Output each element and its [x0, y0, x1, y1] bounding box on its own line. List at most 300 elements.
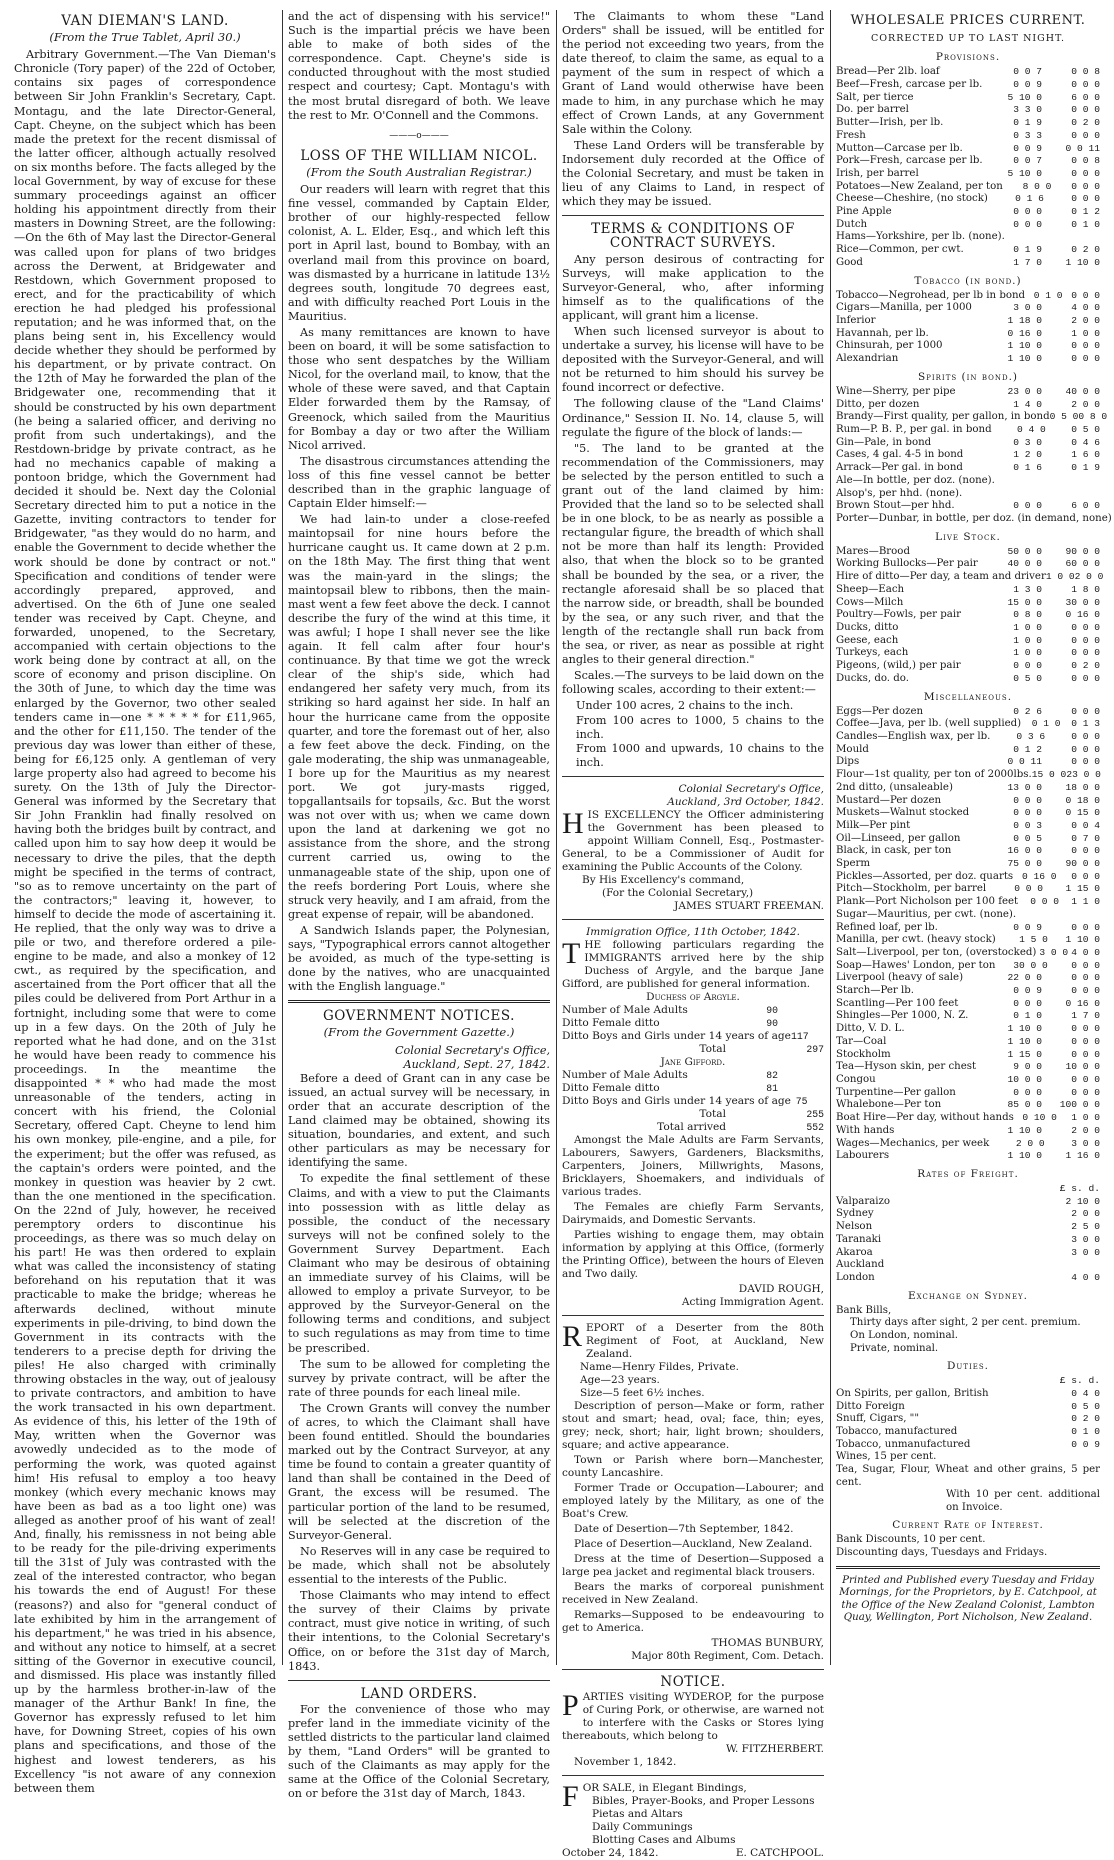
price-high: 0 1 3 [1071, 718, 1100, 730]
drop-cap: R [562, 1319, 583, 1353]
price-row [836, 437, 1100, 450]
notice-signature: JAMES STUART FREEMAN. [674, 899, 824, 912]
price-section-heading: Live Stock. [935, 530, 1001, 543]
price-row [836, 584, 1100, 597]
price-high [1052, 231, 1100, 244]
price-row [836, 92, 1100, 105]
price-high: 0 5 0 [1071, 424, 1100, 436]
price-item-name: Wages—Mechanics, per week [836, 1137, 990, 1149]
freight-rate: 2 5 0 [1071, 1221, 1100, 1233]
price-item-name: Sheep—Each [836, 583, 905, 595]
price-low: 0 1 0 [1031, 718, 1061, 730]
price-item-name: Inferior [836, 315, 876, 327]
price-high: 1 0 0 [1071, 1112, 1100, 1124]
section-rule [562, 1669, 824, 1670]
price-low: 0 1 6 [1015, 193, 1044, 205]
price-low: 8 0 0 [1022, 180, 1052, 192]
deserter-line: Dress at the time of Desertion—Supposed a large pea jacket and regimental black trousers. [562, 1552, 824, 1578]
price-section-heading: Miscellaneous. [923, 690, 1013, 703]
price-high: 0 8 0 [1078, 411, 1108, 423]
price-item-name: Butter—Irish, per lb. [836, 117, 944, 129]
notice-paragraph: No Reserves will in any case be required to be made, which shall not be absolutely essential to the interests of the Public. [288, 1544, 550, 1587]
duties-rows [836, 1388, 1100, 1452]
price-low: 1 0 0 [1013, 634, 1042, 646]
duties-unit-row [836, 1375, 1100, 1388]
price-high: 23 0 0 [1066, 769, 1101, 781]
freight-unit: £ s. d. [1059, 1183, 1100, 1194]
count-value: 81 [766, 1082, 778, 1094]
price-high: 0 16 0 [1065, 609, 1100, 621]
price-low: 0 0 0 [1030, 896, 1060, 908]
count-total-row [562, 1043, 824, 1056]
notice-paragraph: Parties wishing to engage them, may obtain information by applying at this Office, (formerly the Printing Office), between the hours of Eleven and Two daily. [562, 1228, 824, 1280]
freight-port: Taranaki [836, 1233, 882, 1245]
deserter-line: Date of Desertion—7th September, 1842. [574, 1522, 794, 1535]
price-row [836, 934, 1100, 947]
count-value: 90 [766, 1017, 778, 1029]
price-high: 0 0 0 [1071, 921, 1100, 933]
price-high: 0 2 0 [1071, 660, 1100, 672]
notice-paragraph: For the convenience of those who may prefer land in the immediate vicinity of the settled districts to the particular land claimed by them, "Land Orders" will be granted to such of the Claimants as may apply for the same at the Office of the Colonial Secretary, on or before the 31st day of March, 1843. [288, 1702, 550, 1801]
notice-signature: DAVID ROUGH, [738, 1282, 824, 1295]
price-low: 0 0 5 [1013, 832, 1042, 844]
notice-paragraph: Any person desirous of contracting for Surveys, will make application to the Surveyor-General, who, after informing himself as to the qualifications of the applicant, will grant him a license. [562, 252, 824, 322]
price-high: 2 0 0 [1071, 1124, 1100, 1136]
duty-rate: 0 1 0 [1071, 1426, 1100, 1437]
price-high: 0 0 0 [1071, 129, 1100, 141]
price-low: 10 0 0 [1007, 1073, 1042, 1085]
price-low: 0 1 2 [1013, 743, 1042, 755]
price-row [836, 769, 1100, 782]
count-label: Number of Male Adults [562, 1003, 688, 1016]
price-row [836, 290, 1100, 303]
price-item-name: Ditto, per dozen [836, 398, 920, 410]
count-total: 297 [806, 1043, 824, 1055]
price-low: 0 1 0 [1013, 1010, 1042, 1022]
price-low: 3 0 0 [1039, 946, 1069, 958]
count-row [562, 1017, 824, 1030]
price-high: 0 0 0 [1071, 1048, 1100, 1060]
price-item-name: Mustard—Per dozen [836, 794, 942, 806]
price-row [836, 597, 1100, 610]
deserter-line: Remarks—Supposed to be endeavouring to get to America. [562, 1608, 824, 1634]
price-item-name: Ale—In bottle, per doz. (none). [836, 474, 995, 486]
deserter-line: Name—Henry Fildes, Private. [580, 1360, 739, 1373]
notice-paragraph: The Crown Grants will convey the number of acres, to which the Claimant shall have been found entitled. Should the boundaries marked out by the Contract Surveyor, at any time be found to contain a greater quantity of land than shall be contained in the Deed of Grant, the excess will be resumed. The particular portion of the land to be resumed, will be selected at the discretion of the Surveyor-General. [288, 1401, 550, 1542]
price-row [836, 1049, 1100, 1062]
price-high: 0 2 0 [1071, 117, 1100, 129]
price-low: 50 0 0 [1007, 545, 1042, 557]
price-item-name: Working Bullocks—Per pair [836, 558, 978, 570]
article-paragraph: A Sandwich Islands paper, the Polynesian, says, "Typographical errors cannot altogether be avoided, as much of the type-setting is done by the natives, who are unacquainted with the English language." [288, 923, 550, 994]
price-row [836, 462, 1100, 475]
price-item-name: Boat Hire—Per day, without hands [836, 1112, 1014, 1124]
price-high: 4 0 0 [1071, 302, 1100, 314]
price-low: 5 10 0 [1007, 167, 1042, 179]
exchange-heading: Exchange on Sydney. [907, 1289, 1029, 1302]
freight-rate: 2 0 0 [1071, 1208, 1100, 1220]
section-source: (From the Government Gazette.) [323, 1025, 515, 1040]
deserter-line: Bears the marks of corporeal punishment received in New Zealand. [562, 1580, 824, 1606]
duty-item: On Spirits, per gallon, British [836, 1387, 989, 1399]
duty-rate: 0 4 0 [1071, 1387, 1100, 1399]
freight-port: Akaroa [836, 1246, 873, 1258]
price-row [836, 922, 1100, 935]
price-row [836, 660, 1100, 673]
notice-paragraph: The following clause of the "Land Claims' Ordinance," Session II. No. 14, clause 5, will regulate the figure of the block of lands:— [562, 397, 824, 439]
freight-heading: Rates of Freight. [917, 1167, 1019, 1180]
price-item-name: Oil—Linseed, per gallon [836, 832, 961, 844]
price-item-name: Liverpool (heavy of sale) [836, 972, 964, 984]
price-low: 0 16 0 [1007, 327, 1042, 339]
price-high: 10 0 0 [1065, 1061, 1100, 1073]
count-value: 75 [795, 1095, 808, 1107]
price-row [836, 79, 1100, 92]
price-high: 0 0 0 [1071, 167, 1100, 179]
price-high: 0 0 0 [1071, 1073, 1100, 1085]
sale-footer [562, 1847, 824, 1860]
price-row [836, 130, 1100, 143]
price-high: 1 16 0 [1065, 1150, 1100, 1162]
price-item-name: Mutton—Carcase per lb. [836, 142, 963, 154]
price-row [836, 998, 1100, 1011]
notice-date: November 1, 1842. [574, 1755, 677, 1768]
freight-row [836, 1234, 1100, 1247]
price-row [836, 635, 1100, 648]
duties-extra: Wines, 15 per cent. [836, 1451, 937, 1463]
price-low: 0 1 9 [1013, 244, 1042, 256]
section-title: TERMS & CONDITIONS OF CONTRACT SURVEYS. [591, 221, 795, 252]
price-row [836, 609, 1100, 622]
price-high: 0 16 0 [1065, 997, 1100, 1009]
duties-heading: Duties. [947, 1360, 989, 1373]
price-row [836, 896, 1100, 909]
price-low: 0 1 0 [1033, 289, 1063, 301]
price-high: 0 0 0 [1071, 1086, 1100, 1098]
exchange-line: Thirty days after sight, 2 per cent. premium. [850, 1317, 1081, 1329]
price-item-name: Congou [836, 1073, 876, 1085]
price-item-name: Rice—Common, per cwt. [836, 244, 964, 256]
section-rule [288, 1680, 550, 1681]
price-low: 0 0 9 [1013, 142, 1042, 154]
price-item-name: Pitch—Stockholm, per barrel [836, 883, 987, 895]
notice-title: NOTICE. [660, 1673, 726, 1690]
price-row [836, 1150, 1100, 1163]
price-row [836, 340, 1100, 353]
price-item-name: Tea—Hyson skin, per chest [836, 1061, 977, 1073]
price-high: 1 1 0 [1071, 896, 1100, 908]
price-high: 90 0 0 [1065, 858, 1100, 870]
price-low: 0 0 3 [1013, 819, 1042, 831]
price-low: 75 0 0 [1007, 858, 1042, 870]
price-row [836, 1061, 1100, 1074]
price-low [984, 488, 1042, 501]
price-high: 0 0 0 [1071, 845, 1100, 857]
notice-body: HE following particulars regarding the IMMIGRANTS arrived here by the ship Duchess of Argyle, and the barque Jane Gifford, are published for general information. [562, 938, 824, 990]
price-low: 0 2 6 [1013, 705, 1042, 717]
price-row [836, 231, 1100, 244]
price-high: 40 0 0 [1065, 385, 1100, 397]
count-label: Total [699, 1042, 726, 1055]
section-rule [562, 215, 824, 216]
freight-row [836, 1247, 1100, 1260]
deserter-line: Former Trade or Occupation—Labourer; and employed lately by the Military, as one of the Boat's Crew. [562, 1481, 824, 1520]
price-low: 0 0 0 [1013, 794, 1042, 806]
article-paragraph: Our readers will learn with regret that this fine vessel, commanded by Captain Elder, brother of our highly-respected fellow colonist, A. L. Elder, Esq., and which left this port in April last, bound to Bombay, with an overland mail from this province on board, was dismasted by a hurricane in latitude 13½ degrees south, longitude 70 degrees east, and with difficulty reached Port Louis in the Mauritius. [288, 183, 550, 323]
price-row [836, 833, 1100, 846]
price-high: 0 7 0 [1071, 832, 1100, 844]
price-low: 1 0 0 [1013, 621, 1042, 633]
price-item-name: Ducks, ditto [836, 621, 899, 633]
sale-item: Bibles, Prayer-Books, and Proper Lessons [592, 1794, 815, 1807]
price-high: 0 1 2 [1071, 206, 1100, 218]
scales-list [562, 699, 824, 769]
count-row [562, 1030, 824, 1043]
price-low: 22 0 0 [1007, 972, 1042, 984]
notice-paragraph: Those Claimants who may intend to effect the survey of their Claims by private contract, must give notice in writing, of such their intentions, to the Colonial Secretary's Office, on or before the 31st day of March, 1843. [288, 1589, 550, 1673]
price-high: 0 0 0 [1071, 731, 1100, 742]
price-item-name: Soap—Hawes' London, per ton [836, 959, 996, 971]
price-item-name: 2nd ditto, (unsaleable) [836, 781, 953, 793]
notice-audit [562, 783, 824, 913]
price-row [836, 706, 1100, 719]
exchange-line: Private, nominal. [850, 1342, 939, 1354]
column-2 [288, 10, 550, 1801]
duties-extra: Tea, Sugar, Flour, Wheat and other grains, 5 per cent. [836, 1464, 1100, 1488]
price-item-name: Salt—Liverpool, per ton, (overstocked) [836, 946, 1037, 958]
sale-item: Daily Communings [592, 1820, 693, 1833]
price-item-name: Cows—Milch [836, 596, 904, 608]
count-row [562, 1004, 824, 1017]
price-item-name: Do. per barrel [836, 104, 909, 116]
article-paragraph: As many remittances are known to have been on board, it will be some satisfaction to those who sent despatches by the William Nicol, for the overland mail, to know, that the whole of these were saved, and that Captain Elder forwarded them by the Ramsay, of Greenock, which sailed from the Mauritius for Bombay a day or two after the William Nicol arrived. [288, 325, 550, 452]
duty-item: Snuff, Cigars, "" [836, 1413, 920, 1425]
price-low: 5 10 0 [1007, 91, 1042, 103]
price-row [836, 155, 1100, 168]
duty-rate: 0 5 0 [1071, 1400, 1100, 1412]
price-low: 1 10 0 [1007, 1124, 1042, 1136]
price-row [836, 947, 1100, 960]
price-low: 0 8 0 [1013, 609, 1042, 621]
price-low: 0 0 9 [1013, 985, 1042, 997]
notice-by: By His Excellency's command, [582, 873, 745, 886]
prices-title: WHOLESALE PRICES CURRENT. [850, 13, 1086, 28]
duties-unit: £ s. d. [1059, 1375, 1100, 1387]
price-low: 0 5 0 [1013, 672, 1042, 684]
freight-row [836, 1221, 1100, 1234]
price-row [836, 168, 1100, 181]
price-row [836, 500, 1100, 513]
price-high: 0 0 0 [1071, 104, 1100, 116]
price-high [1042, 488, 1100, 501]
price-high: 0 0 0 [1071, 1023, 1100, 1035]
price-row [836, 845, 1100, 858]
duty-row [836, 1413, 1100, 1426]
price-row [836, 449, 1100, 462]
price-item-name: Salt, per tierce [836, 91, 914, 103]
price-high [1047, 475, 1100, 488]
price-high: 3 0 0 [1071, 1137, 1100, 1149]
price-row [836, 731, 1100, 744]
scale-item: Under 100 acres, 2 chains to the inch. [576, 699, 794, 713]
price-high: 0 0 11 [1065, 142, 1100, 154]
price-item-name: Irish, per barrel [836, 167, 919, 179]
count-value: 90 [766, 1004, 778, 1016]
freight-rate: 4 0 0 [1071, 1271, 1100, 1283]
price-low: 1 15 0 [1007, 1048, 1042, 1060]
price-item-name: Eggs—Per dozen [836, 705, 924, 717]
price-low: 1 0 0 [1045, 571, 1075, 583]
price-high: 4 0 0 [1071, 946, 1100, 958]
price-low: 0 0 0 [1013, 660, 1042, 672]
freight-rate: 2 10 0 [1065, 1195, 1100, 1207]
ornament-divider: ———o——— [389, 130, 449, 141]
price-high: 0 0 0 [1071, 985, 1100, 997]
notice-signature: THOMAS BUNBURY, [711, 1636, 824, 1649]
duty-item: Tobacco, manufactured [836, 1426, 958, 1437]
price-item-name: Brandy—First quality, per gallon, in bond [836, 411, 1050, 423]
deserter-line: Size—5 feet 6½ inches. [580, 1386, 705, 1399]
price-row [836, 1036, 1100, 1049]
price-row [836, 1112, 1100, 1125]
count-label: Ditto Boys and Girls under 14 years of age [562, 1029, 791, 1042]
price-row [836, 744, 1100, 757]
price-item-name: Sperm [836, 858, 871, 870]
price-row [836, 1099, 1100, 1112]
column-3 [562, 10, 824, 1859]
notice-paragraph: The Claimants to whom these "Land Orders" shall be issued, will be entitled for the period not exceeding two years, from the date thereof, to claim the same, as equal to a payment of the sum in respect of which a Grant of Land would otherwise have been made to him, in any purchase which he may effect of Crown Lands, at any Government Sale within the Colony. [562, 10, 824, 136]
price-row [836, 104, 1100, 117]
column-rule [556, 10, 557, 1665]
count-total: 552 [806, 1121, 824, 1133]
price-row [836, 673, 1100, 686]
grand-total-row [562, 1121, 824, 1134]
freight-row [836, 1272, 1100, 1285]
price-low: 16 0 0 [1007, 845, 1042, 857]
price-item-name: Dutch [836, 218, 868, 230]
price-item-name: Tobacco—Negrohead, per lb in bond [836, 289, 1026, 301]
column-4 [836, 10, 1112, 1665]
price-row [836, 219, 1100, 232]
price-row [836, 883, 1100, 896]
price-high: 0 1 9 [1071, 462, 1100, 474]
price-low: 30 0 0 [1013, 959, 1048, 971]
price-row [836, 546, 1100, 559]
duty-row [836, 1439, 1100, 1452]
price-row [836, 143, 1100, 156]
price-low: 1 3 0 [1013, 583, 1042, 595]
drop-cap: T [562, 936, 581, 970]
count-label: Ditto Female ditto [562, 1016, 660, 1029]
price-row [836, 257, 1100, 270]
price-item-name: Candles—English wax, per lb. [836, 731, 991, 742]
price-low: 1 5 0 [1019, 934, 1048, 946]
notice-paragraph: These Land Orders will be transferable by Indorsement duly recorded at the Office of the Colonial Secretary, and must be taken in lieu of any Claims to Land, in respect of which they may be issued. [562, 138, 824, 209]
price-low: 1 2 0 [1013, 449, 1042, 461]
price-item-name: Fresh [836, 129, 866, 141]
price-low: 23 0 0 [1007, 385, 1042, 397]
price-row [836, 782, 1100, 795]
price-high: 30 0 0 [1065, 596, 1100, 608]
price-high: 1 15 0 [1065, 883, 1100, 895]
price-low: 1 10 0 [1007, 340, 1042, 352]
article-title: VAN DIEMAN'S LAND. [61, 13, 229, 29]
article-source: (From the South Australian Registrar.) [306, 164, 532, 179]
interest-line: Discounting days, Tuesdays and Fridays. [836, 1547, 1048, 1559]
section-rule [562, 776, 824, 777]
price-row [836, 66, 1100, 79]
price-row [836, 399, 1100, 412]
price-item-name: Chinsurah, per 1000 [836, 340, 943, 352]
freight-row [836, 1196, 1100, 1209]
notice-date: Auckland, 3rd October, 1842. [667, 795, 824, 808]
price-high: 0 1 0 [1071, 218, 1100, 230]
notice-body: ARTIES visiting WYDEROP, for the purpose of Curing Pork, or otherwise, are warned not to interfere with the Casks or Stores lying thereabouts, which belong to [562, 1690, 824, 1742]
price-low: 1 7 0 [1013, 256, 1042, 268]
price-section-heading: Tobacco (in bond.) [914, 274, 1022, 287]
price-low: 0 3 3 [1013, 129, 1042, 141]
deserter-line: Description of person—Make or form, rather stout and smart; head, oval; face, thin; eyes, grey; neck, short; hair, light brown; shoulders, square; and active appearance. [562, 1399, 824, 1451]
price-low: 0 0 7 [1013, 66, 1042, 78]
count-total: 255 [806, 1108, 824, 1120]
notice-date: October 24, 1842. [562, 1846, 659, 1859]
price-low: 40 0 0 [1007, 558, 1042, 570]
price-low: 1 18 0 [1007, 315, 1042, 327]
price-high: 0 0 0 [1071, 743, 1100, 755]
price-high: 2 0 0 [1071, 315, 1100, 327]
drop-cap: P [562, 1688, 579, 1722]
notice-body: OR SALE, in Elegant Bindings, [582, 1781, 747, 1794]
notice-paragraph: Before a deed of Grant can in any case be issued, an actual survey will be necessary, in order that an accurate description of the Land claimed may be obtained, showing its situation, boundaries, and extent, and such other particulars as may be necessary for identifying the same. [288, 1071, 550, 1170]
price-low: 0 0 0 [1014, 883, 1044, 895]
duty-row [836, 1426, 1100, 1439]
price-high: 18 0 0 [1065, 781, 1100, 793]
notice-wyderop [562, 1673, 824, 1769]
count-label: Number of Male Adults [562, 1068, 688, 1081]
freight-rows [836, 1196, 1100, 1285]
notice-date: Auckland, Sept. 27, 1842. [403, 1057, 550, 1071]
scale-item: From 100 acres to 1000, 5 chains to the inch. [576, 713, 824, 741]
price-low: 0 0 0 [1013, 807, 1042, 819]
price-low: 0 0 0 [1013, 206, 1042, 218]
article-paragraph: We had lain-to under a close-reefed maintopsail for nine hours before the hurricane caught us. It came down at 2 p.m. on the 18th May. The first thing that went was the main-yard in the slings; the maintopsail blew to ribbons, then the main-mast went a few feet above the deck. I cannot describe the fury of the wind at this time, it was awful; I hope I shall never see the like again. It fell calm after four hour's continuance. By that time we got the wreck clear of the ship's side, which had endangered her safety very much, from its striking so hard against her side. In half an hour the hurricane came from the opposite quarter, and tore the foremast out of her, also a few feet above the deck. Finding, on the gale moderating, the ship was unmanageable, I bore up for the Mauritius as my nearest port. We got jury-masts rigged, topgallantsails for topsails, &c. But the worst was not over with us; when we came down upon the land at darkening we got no assistance from the shore, and the strong current carried us, owing to the unmanageable state of the ship, upon one of the reefs bordering Port Louis, where she struck very heavily, and I am afraid, from the great expense of repair, will be abandoned. [288, 513, 550, 921]
notice-immigrants [562, 926, 824, 1309]
price-item-name: Porter—Dunbar, in bottle, per doz. (in demand, none) [836, 512, 1112, 524]
price-row [836, 960, 1100, 973]
notice-paragraph: Scales.—The surveys to be laid down on the following scales, according to their extent:— [562, 669, 824, 697]
price-item-name: Ditto, V. D. L. [836, 1023, 905, 1035]
price-high: 1 10 0 [1065, 256, 1100, 268]
price-item-name: Pigeons, (wild,) per pair [836, 660, 961, 672]
price-low: 1 0 0 [1013, 647, 1042, 659]
price-item-name: With hands [836, 1124, 895, 1136]
price-high: 1 8 0 [1071, 583, 1100, 595]
price-item-name: Refined loaf, per lb. [836, 921, 938, 933]
ship-name: Jane Gifford. [660, 1055, 726, 1068]
price-low: 1 4 0 [1013, 398, 1042, 410]
price-row [836, 985, 1100, 998]
price-item-name: Geese, each [836, 634, 899, 646]
price-row [836, 571, 1104, 584]
price-row [836, 117, 1100, 130]
price-low: 0 3 0 [1013, 436, 1042, 448]
price-row [836, 858, 1100, 871]
price-sections [836, 50, 1112, 1163]
price-item-name: Poultry—Fowls, per pair [836, 609, 962, 621]
notice-paragraph: When such licensed surveyor is about to undertake a survey, his license will have to be deposited with the Surveyor-General, and will not be returned to him should his survey be found incorrect or defective. [562, 324, 824, 395]
count-row [562, 1095, 824, 1108]
price-high: 1 0 0 [1071, 327, 1100, 339]
